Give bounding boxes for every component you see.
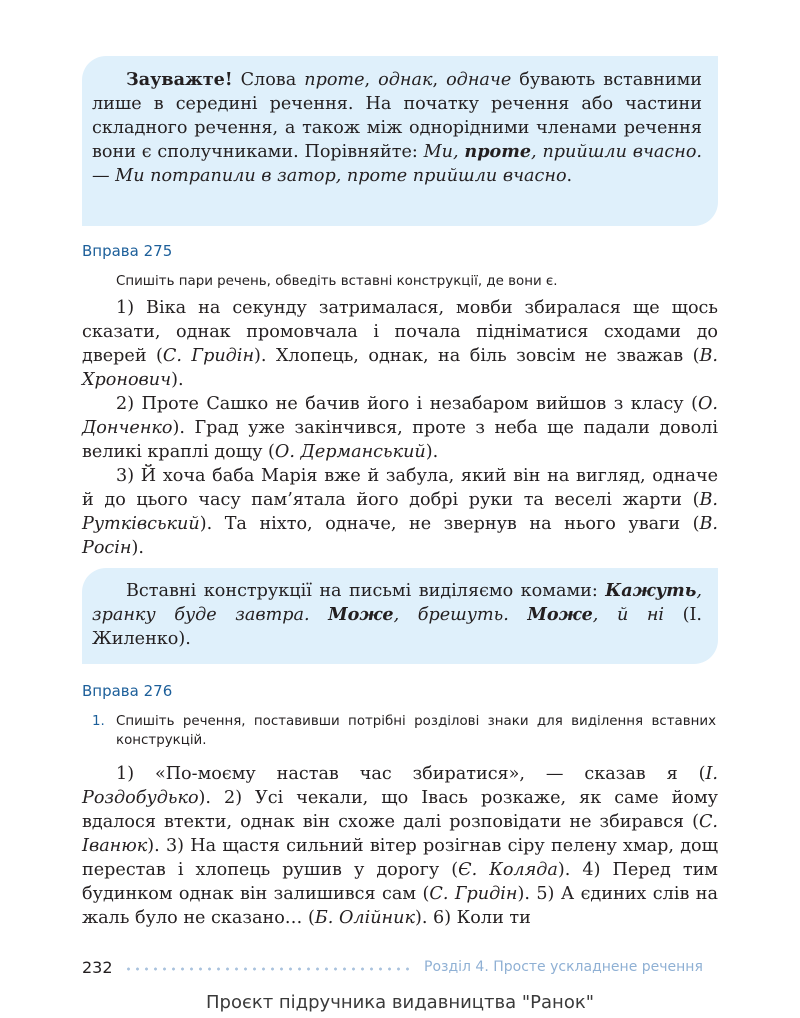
- exercise-275-instruction: Спишіть пари речень, обведіть вставні конструкції, де вони є.: [116, 274, 558, 289]
- exercise-275-title: Вправа 275: [82, 242, 173, 260]
- sentence-pair-3: 3) Й хоча баба Марія вже й забула, який він на вигляд, одначе й до цього часу пам’ятала його добрі руки та веселі жарти (В. Рутківський). Та ніхто, одначе, не звернув на нього уваги (В. Росін).: [82, 466, 718, 558]
- exercise-276-title: Вправа 276: [82, 682, 173, 700]
- footer-dots: [124, 967, 412, 971]
- project-caption: Проєкт підручника видавництва "Ранок": [205, 992, 594, 1013]
- note-box-commas: [82, 568, 718, 664]
- remark-label: Зауважте!: [126, 69, 233, 90]
- note-text: Вставні конструкції на письмі виділяємо комами: Кажуть, зранку буде завтра. Може, брешуть. Може, й ні (І. Жиленко).: [92, 580, 703, 649]
- exercise-275-text: [82, 296, 718, 560]
- note-box-remark: [82, 56, 718, 226]
- page-number: 232: [82, 958, 113, 977]
- exercise-276-instruction: 1. Спишіть речення, поставивши потрібні розділові знаки для виділення вставних конструкцій.: [92, 714, 716, 748]
- sentence-pair-1: 1) Віка на секунду затрималася, мовби збиралася ще щось сказати, однак промовчала і почала підніматися сходами до дверей (С. Гридін). Хлопець, однак, на біль зовсім не зважав (В. Хронович).: [82, 298, 718, 390]
- exercise-276-text: 1) «По-моєму настав час збиратися», — сказав я (І. Роздобудько). 2) Усі чекали, що Івась розкаже, як саме йому вдалося втекти, однак він схоже далі розповідати не збирався (С. Іванюк). 3) На щастя сильний вітер розігнав сіру пелену хмар, дощ перестав і хлопець рушив у дорогу (Є. Коляда). 4) Перед тим будинком однак він залишився сам (С. Гридін). 5) А єдиних слів на жаль було не сказано… (Б. Олійник). 6) Коли ти: [82, 764, 718, 928]
- task-number: 1.: [92, 714, 105, 729]
- chapter-title: Розділ 4. Просте ускладнене речення: [424, 959, 703, 975]
- sentence-pair-2: 2) Проте Сашко не бачив його і незабаром вийшов з класу (О. Донченко). Град уже закінчився, проте з неба ще падали доволі великі краплі дощу (О. Дерманський).: [82, 394, 718, 462]
- note-text: Зауважте! Слова проте, однак, одначе бувають вставними лише в середині речення. На початку речення або частини складного речення, а також між однорідними членами речення вони є сполучниками. Порівняйте: Ми, проте, прийшли вчасно. — Ми потрапили в затор, проте прийшли вчасно.: [92, 69, 703, 186]
